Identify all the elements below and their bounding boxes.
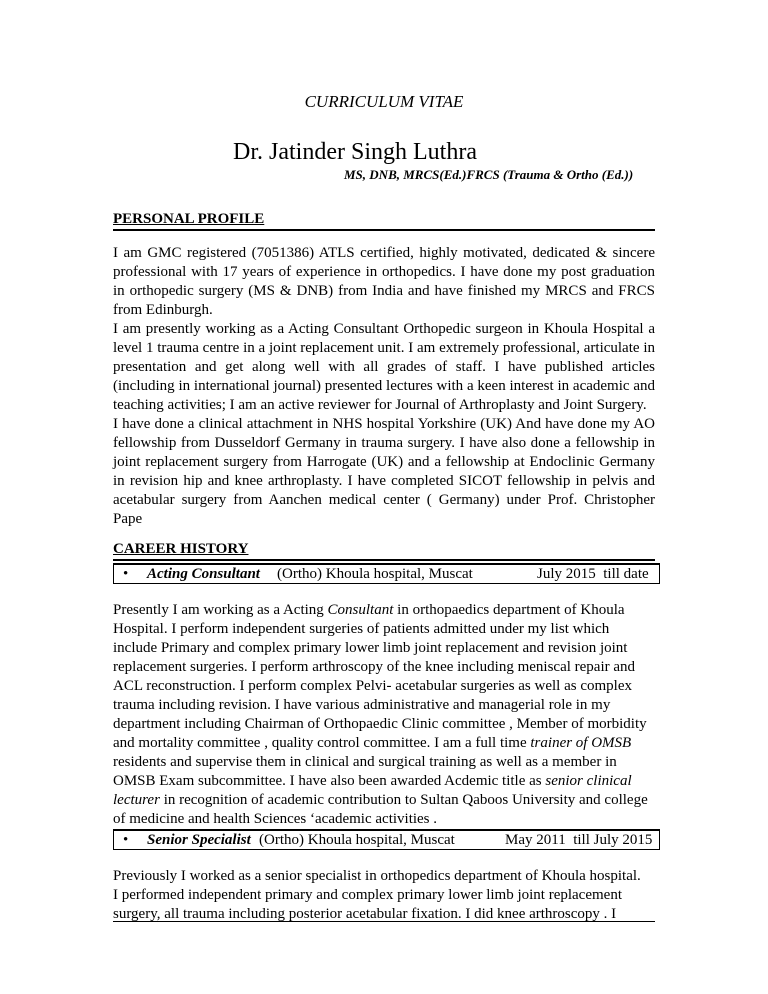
job-dates: July 2015 till date: [537, 566, 649, 582]
personal-profile-rule: [113, 229, 655, 231]
personal-profile-heading: PERSONAL PROFILE: [113, 211, 265, 227]
job-text-line: [113, 791, 665, 810]
doctor-name: Dr. Jatinder Singh Luthra: [233, 139, 477, 165]
job-title: Senior Specialist: [147, 832, 251, 848]
text-run-italic: senior clinical: [545, 773, 632, 789]
document-title: CURRICULUM VITAE: [304, 92, 464, 111]
qualifications: MS, DNB, MRCS(Ed.)FRCS (Trauma & Ortho (Ed.)): [344, 167, 634, 182]
job-place: (Ortho) Khoula hospital, Muscat: [259, 832, 455, 848]
job-place: (Ortho) Khoula hospital, Muscat: [277, 566, 473, 582]
job-text-underline: [113, 921, 655, 922]
text-run: OMSB Exam subcommittee. I have also been awarded Acdemic title as: [113, 773, 546, 789]
job-text-line: [113, 772, 665, 791]
job-text-line: department including Chairman of Orthopaedic Clinic committee , Member of morbidity: [113, 716, 647, 732]
job-text-line: [113, 734, 665, 753]
job-text-line: of medicine and health Sciences ‘academic activities .: [113, 811, 438, 827]
text-run-italic: lecturer: [113, 792, 160, 808]
job-title: Acting Consultant: [147, 566, 260, 582]
text-run-italic: Consultant: [327, 602, 394, 618]
job-text-line: residents and supervise them in clinical and surgical training as well as a member in: [113, 754, 617, 770]
career-history-rule: [113, 559, 655, 561]
bullet-icon: •: [123, 832, 129, 848]
job-text-line: [113, 601, 665, 620]
job-text-line: trauma including revision. I have various administrative and managerial role in my: [113, 697, 611, 713]
job-header-senior-specialist: [113, 829, 660, 850]
job-text-line: I performed independent primary and complex primary lower limb joint replacement: [113, 887, 622, 903]
profile-paragraph-2: I am presently working as a Acting Consultant Orthopedic surgeon in Khoula Hospital a level 1 trauma centre in a joint replacement unit. I am extremely professional, articulate in presentation and get along well with all grades of staff. I have published articles (including in international journal) presented lectures with a keen interest in academic and teaching activities; I am an active reviewer for Journal of Arthroplasty and Joint Surgery.: [113, 321, 655, 413]
job-description-acting-consultant: [113, 601, 665, 829]
profile-paragraph-3: I have done a clinical attachment in NHS hospital Yorkshire (UK) And have done my AO fellowship from Dusseldorf Germany in trauma surgery. I have also done a fellowship in joint replacement surgery from Harrogate (UK) and a fellowship at Endoclinic Germany in revision hip and knee arthroplasty. I have completed SICOT fellowship in pelvis and acetabular surgery from Aanchen medical center ( Germany) under Prof. Christopher Pape: [113, 416, 655, 527]
job-text-line: include Primary and complex primary lower limb joint replacement and revision joint: [113, 640, 628, 656]
job-description-senior-specialist: [113, 867, 665, 924]
text-run: Presently I am working as a Acting: [113, 602, 328, 618]
job-text-line: Previously I worked as a senior specialist in orthopedics department of Khoula hospital.: [113, 868, 641, 884]
job-text-line: ACL reconstruction. I perform complex Pelvi- acetabular surgeries as well as complex: [113, 678, 632, 694]
job-text-line: surgery, all trauma including posterior acetabular fixation. I did knee arthroscopy . I: [113, 906, 617, 922]
job-header-acting-consultant: [113, 563, 660, 584]
text-run-italic: trainer of OMSB: [530, 735, 632, 751]
bullet-icon: •: [123, 566, 129, 582]
job-dates: May 2011 till July 2015: [505, 832, 653, 848]
job-text-line: Hospital. I perform independent surgeries of patients admitted under my list which: [113, 621, 610, 637]
job-text-line: replacement surgeries. I perform arthroscopy of the knee including meniscal repair and: [113, 659, 636, 675]
profile-paragraph-1: I am GMC registered (7051386) ATLS certified, highly motivated, dedicated & sincere professional with 17 years of experience in orthopedics. I have done my post graduation in orthopedic surgery (MS & DNB) from India and have finished my MRCS and FRCS from Edinburgh.: [113, 245, 655, 318]
text-run: in orthopaedics department of Khoula: [393, 602, 625, 618]
career-history-heading: CAREER HISTORY: [113, 541, 249, 557]
text-run: and mortality committee , quality control committee. I am a full time: [113, 735, 531, 751]
text-run: in recognition of academic contribution to Sultan Qaboos University and college: [159, 792, 648, 808]
